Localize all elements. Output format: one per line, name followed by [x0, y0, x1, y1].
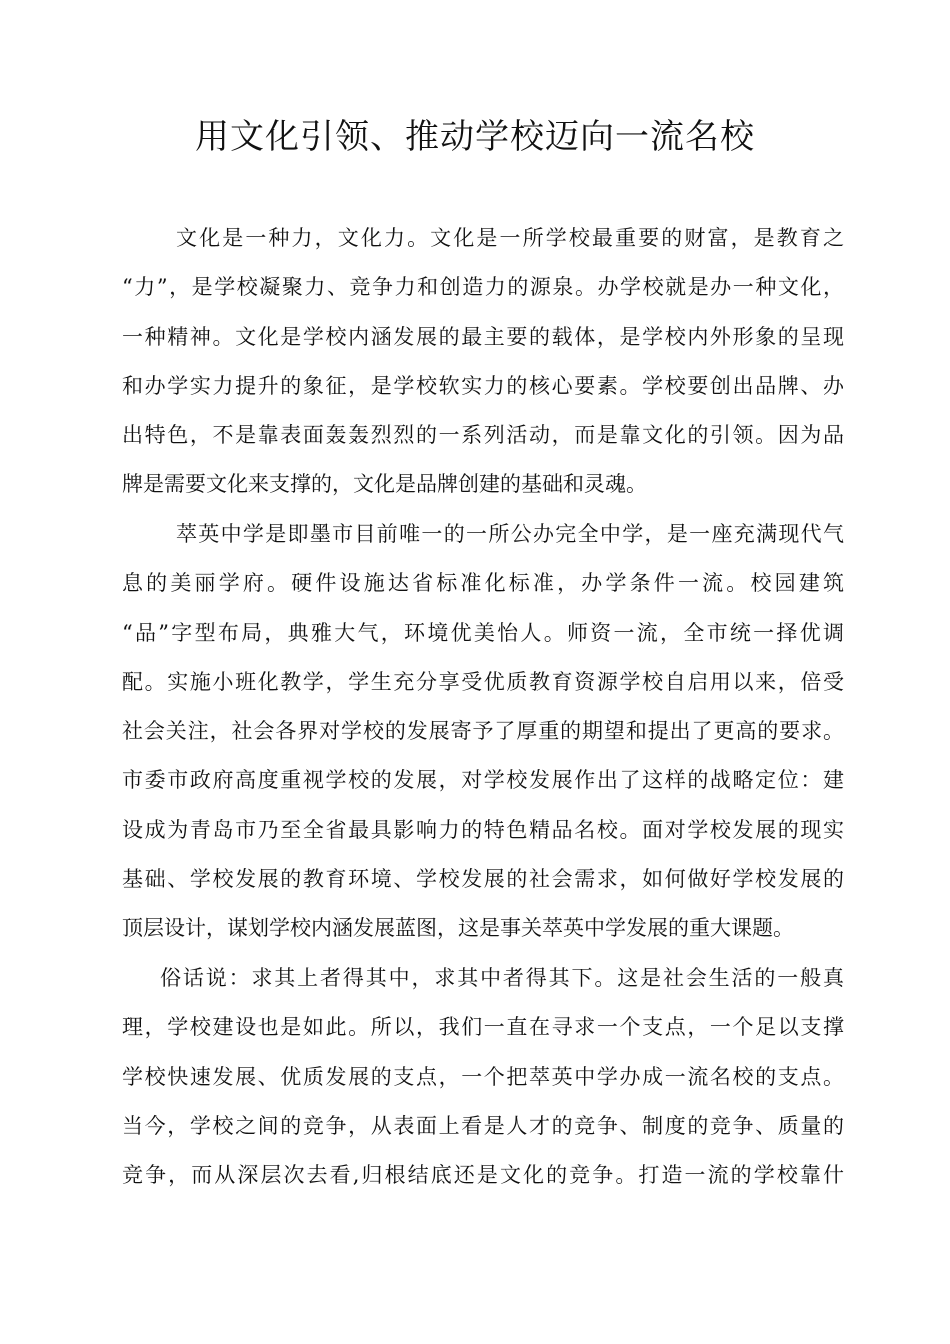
- paragraph-line: “力”，是学校凝聚力、竞争力和创造力的源泉。办学校就是办一种文化，: [122, 275, 844, 300]
- paragraph-line: 萃英中学是即墨市目前唯一的一所公办完全中学，是一座充满现代气: [176, 522, 844, 546]
- paragraph-line: 设成为青岛市乃至全省最具影响力的特色精品名校。面对学校发展的现实: [122, 817, 844, 842]
- document-title: 用文化引领、推动学校迈向一流名校: [195, 117, 755, 157]
- paragraph-line: 出特色，不是靠表面轰轰烈烈的一系列活动，而是靠文化的引领。因为品: [122, 423, 844, 448]
- paragraph-line: 学校快速发展、优质发展的支点，一个把萃英中学办成一流名校的支点。: [122, 1064, 844, 1089]
- paragraph-line: 基础、学校发展的教育环境、学校发展的社会需求，如何做好学校发展的: [122, 867, 844, 892]
- paragraph-1: [122, 214, 844, 510]
- paragraph-2: [122, 510, 844, 954]
- paragraph-3: [122, 954, 844, 1200]
- paragraph-line: 一种精神。文化是学校内涵发展的最主要的载体，是学校内外形象的呈现: [122, 324, 844, 349]
- paragraph-line: 社会关注，社会各界对学校的发展寄予了厚重的期望和提出了更高的要求。: [122, 719, 844, 744]
- paragraph-line: 当今，学校之间的竞争，从表面上看是人才的竞争、制度的竞争、质量的: [122, 1113, 844, 1138]
- paragraph-line: 牌是需要文化来支撑的，文化是品牌创建的基础和灵魂。: [122, 472, 647, 497]
- paragraph-line: 俗话说：求其上者得其中，求其中者得其下。这是社会生活的一般真: [160, 966, 844, 990]
- paragraph-line: 理，学校建设也是如此。所以，我们一直在寻求一个支点，一个足以支撑: [122, 1015, 844, 1040]
- paragraph-line: 顶层设计，谋划学校内涵发展蓝图，这是事关萃英中学发展的重大课题。: [122, 916, 794, 941]
- paragraph-line: 息的美丽学府。硬件设施达省标准化标准，办学条件一流。校园建筑: [122, 571, 844, 596]
- paragraph-line: 竞争，而从深层次去看,归根结底还是文化的竞争。打造一流的学校靠什: [122, 1163, 844, 1188]
- paragraph-line: 市委市政府高度重视学校的发展，对学校发展作出了这样的战略定位：建: [122, 768, 844, 793]
- paragraph-line: 文化是一种力，文化力。文化是一所学校最重要的财富，是教育之: [176, 226, 844, 250]
- paragraph-line: 配。实施小班化教学，学生充分享受优质教育资源学校自启用以来，倍受: [122, 669, 844, 694]
- paragraph-line: 和办学实力提升的象征，是学校软实力的核心要素。学校要创出品牌、办: [122, 373, 844, 398]
- paragraph-line: “品”字型布局，典雅大气，环境优美怡人。师资一流，全市统一择优调: [122, 620, 844, 645]
